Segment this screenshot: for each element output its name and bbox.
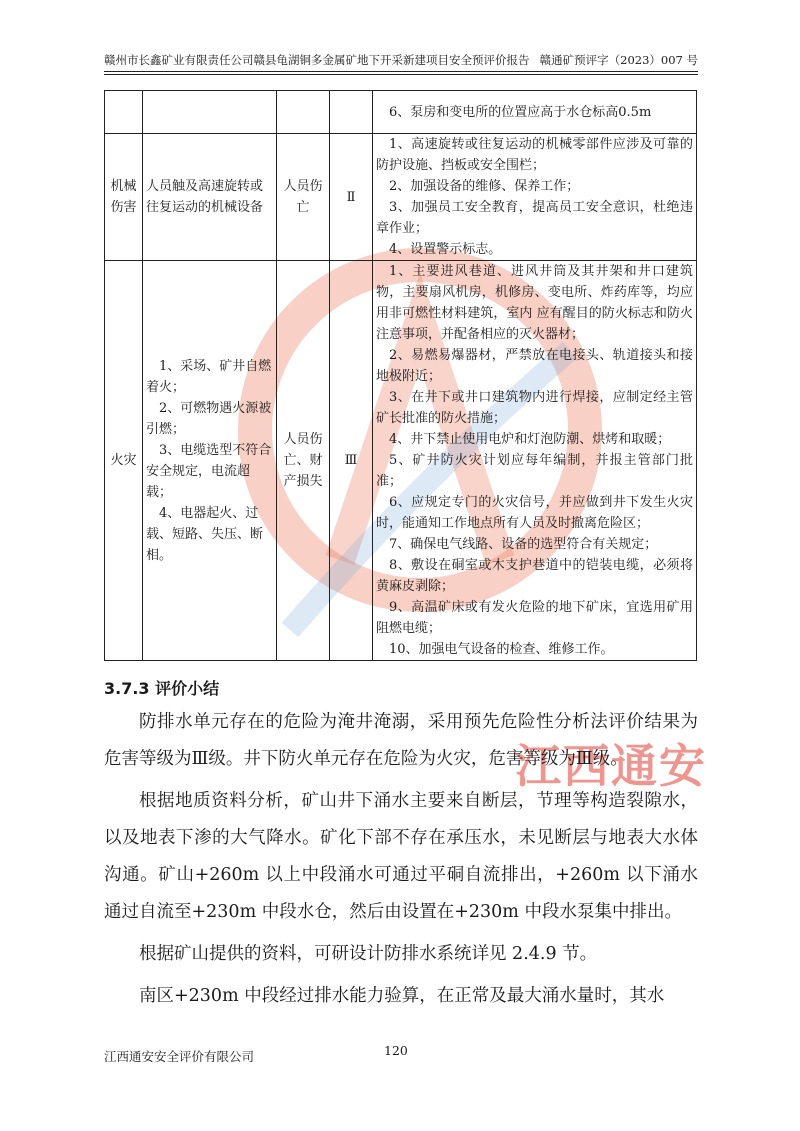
table-row-fire xyxy=(105,261,697,661)
measure-item: 2、易燃易爆器材，严禁放在电接头、轨道接头和接地极附近； xyxy=(376,348,693,384)
section-body xyxy=(104,704,698,1020)
measure-item: 4、设置警示标志。 xyxy=(389,242,502,257)
cause-item: 4、电器起火、过载、短路、失压、断相。 xyxy=(146,505,264,563)
header-report-code: 赣通矿预评字（2023）007 号 xyxy=(539,53,698,67)
page-number: 120 xyxy=(384,1043,408,1058)
measure-item: 1、主要进风巷道、进风井筒及其井架和井口建筑物，主要扇风机房，机修房、变电所、炸药库等，均应用非可燃性材料建筑，室内 应有醒目的防火标志和防火注意事项，并配备相应的灭火器材； xyxy=(376,264,693,342)
measure-item: 6、泵房和变电所的位置应高于水仓标高0.5m xyxy=(389,104,652,120)
measures-cell xyxy=(373,134,697,261)
measure-item: 2、加强设备的维修、保养工作； xyxy=(389,179,580,194)
measure-item: 4、井下禁止使用电炉和灯泡防潮、烘烤和取暖； xyxy=(389,432,671,447)
paragraph: 防排水单元存在的危险为淹井淹溺，采用预先危险性分析法评价结果为危害等级为Ⅲ级。井下防火单元存在危险为火灾，危害等级为Ⅲ级。 xyxy=(104,712,698,769)
table-row-continued xyxy=(105,91,697,134)
footer-company: 江西通安安全评价有限公司 xyxy=(104,1049,255,1064)
paragraph: 根据矿山提供的资料，可研设计防排水系统详见 2.4.9 节。 xyxy=(139,944,598,964)
level-cell: Ⅱ xyxy=(330,134,373,261)
paragraph: 根据地质资料分析，矿山井下涌水主要来自断层，节理等构造裂隙水，以及地表下渗的大气降水。矿化下部不存在承压水，未见断层与地表大水体沟通。矿山+260m 以上中段涌水可通过平硐自流排出，+260m 以下涌水通过自流至+230m 中段水仓，然后由设置在+230m 中段水泵集中排出。 xyxy=(104,791,698,922)
cause-cell xyxy=(143,91,277,134)
hazard-cell: 火灾 xyxy=(105,261,143,661)
consequence-cell xyxy=(277,91,330,134)
header-rule xyxy=(104,71,698,72)
header-title: 赣州市长鑫矿业有限责任公司赣县龟湖铜多金属矿地下开采新建项目安全预评价报告 xyxy=(104,53,530,67)
page-header xyxy=(104,52,698,68)
measure-item: 1、高速旋转或往复运动的机械零部件应涉及可靠的防护设施、挡板或安全围栏； xyxy=(376,137,693,173)
measures-cell xyxy=(373,91,697,134)
cause-cell xyxy=(143,261,277,661)
header-rule-thin xyxy=(104,74,698,75)
measure-item: 6、应规定专门的火灾信号，并应做到井下发生火灾时，能通知工作地点所有人员及时撤离危险区； xyxy=(376,495,693,531)
hazard-cell: 机械伤害 xyxy=(105,134,143,261)
cause-item: 1、采场、矿井自燃着火； xyxy=(146,358,272,395)
consequence-cell: 人员伤亡、财产损失 xyxy=(277,261,330,661)
hazard-cell xyxy=(105,91,143,134)
measure-item: 3、加强员工安全教育，提高员工安全意识，杜绝违章作业； xyxy=(376,200,693,236)
measure-item: 3、在井下或井口建筑物内进行焊接，应制定经主管矿长批准的防火措施； xyxy=(376,390,693,426)
hazard-analysis-table xyxy=(104,90,697,661)
consequence-cell: 人员伤亡 xyxy=(277,134,330,261)
level-cell xyxy=(330,91,373,134)
paragraph: 南区+230m 中段经过排水能力验算，在正常及最大涌水量时，其水 xyxy=(139,986,665,1006)
level-cell: Ⅲ xyxy=(330,261,373,661)
cause-item: 2、可燃物遇火源被引燃； xyxy=(146,400,272,437)
section-heading: 3.7.3 评价小结 xyxy=(104,679,220,698)
measure-item: 7、确保电气线路、设备的选型符合有关规定； xyxy=(389,537,658,552)
measure-item: 9、高温矿床或有发火危险的地下矿床，宜选用矿用阻燃电缆； xyxy=(376,600,693,636)
table-row-mechanical-injury xyxy=(105,134,697,261)
watermark-text: 江西通安 xyxy=(515,739,707,793)
measures-cell xyxy=(373,261,697,661)
measure-item: 8、敷设在硐室或木支护巷道中的铠装电缆，必须将黄麻皮剥除； xyxy=(376,558,693,594)
cause-item: 3、电缆选型不符合安全规定，电流超载； xyxy=(146,442,272,500)
cause-cell: 人员触及高速旋转或往复运动的机械设备 xyxy=(143,134,277,261)
measure-item: 10、加强电气设备的检查、维修工作。 xyxy=(389,642,614,657)
measure-item: 5、矿井防火灾计划应每年编制，并报主管部门批准； xyxy=(376,453,693,489)
